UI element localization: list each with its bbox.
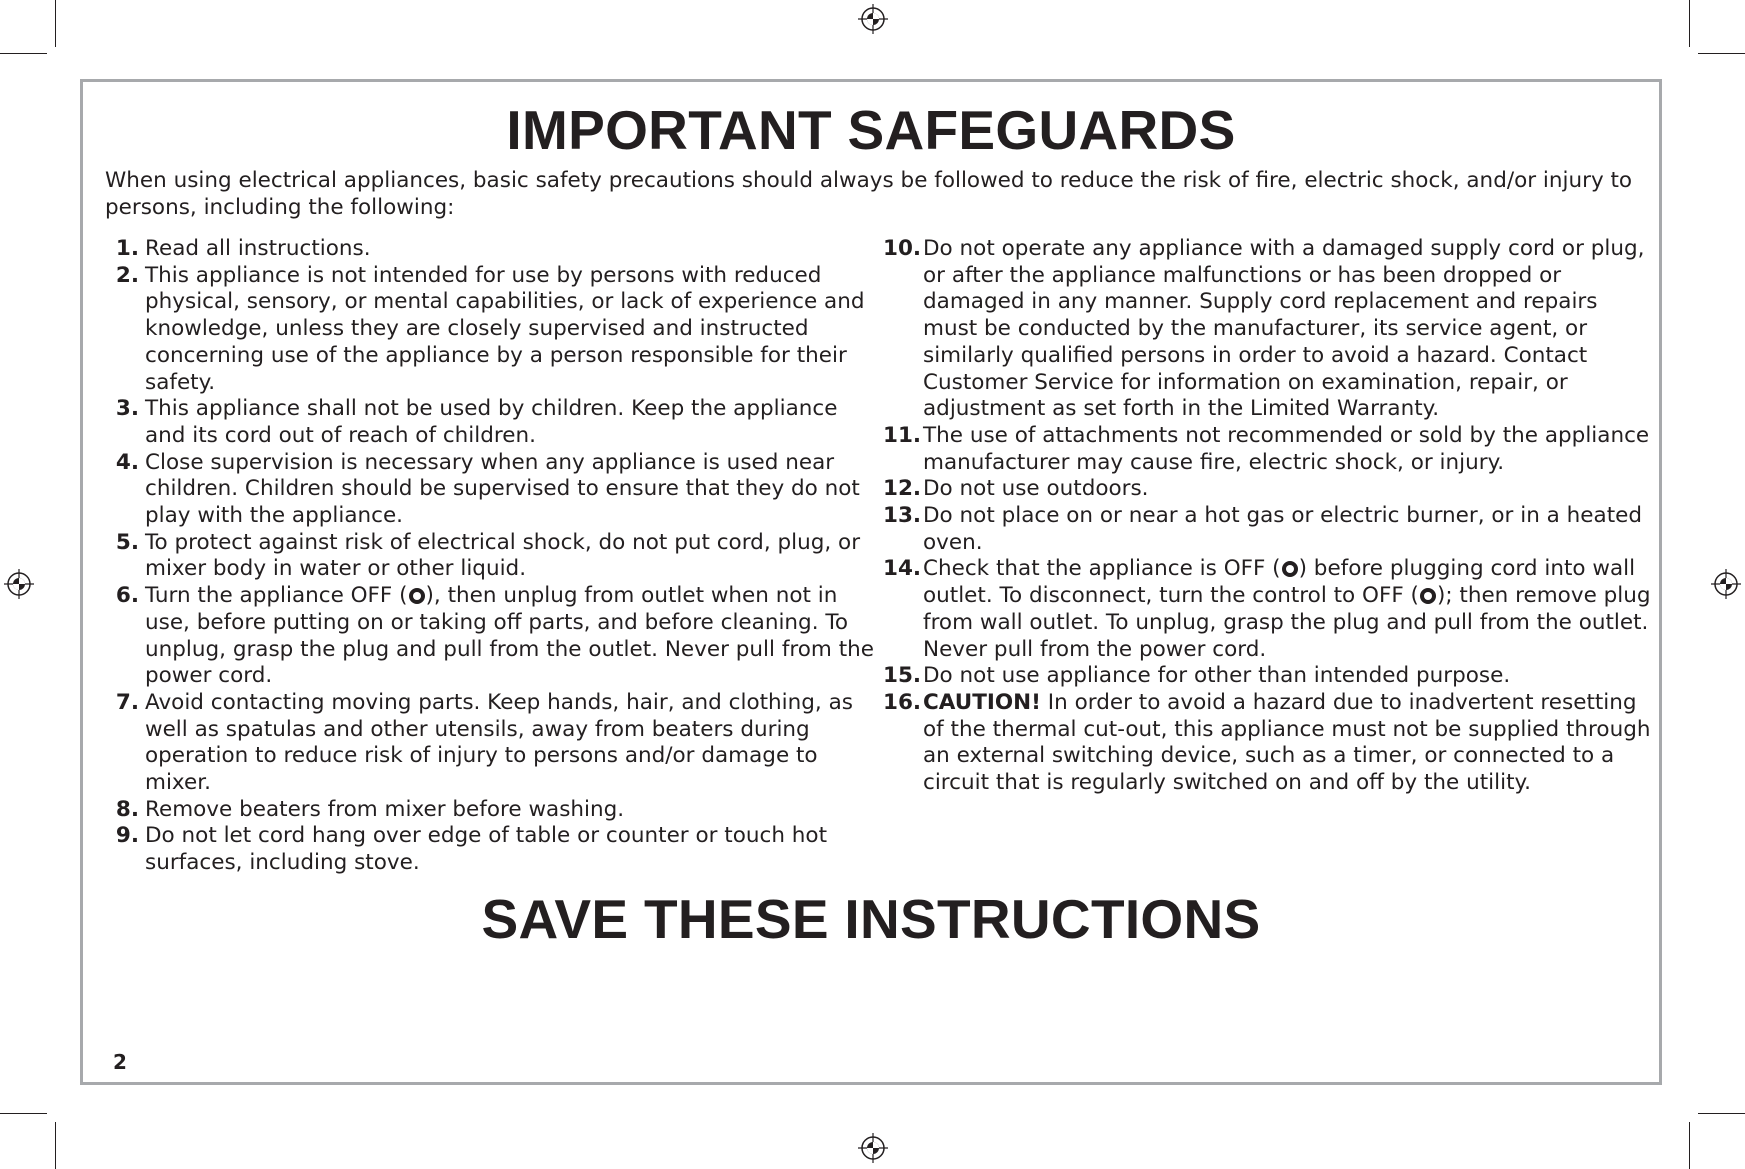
- list-item: [883, 663, 1653, 690]
- page-frame: [80, 79, 1662, 1085]
- item-number: 8.: [115, 796, 139, 822]
- list-item: [883, 556, 1653, 663]
- item-number: 7.: [115, 689, 139, 715]
- item-text: Do not place on or near a hot gas or electric burner, or in a heated oven.: [923, 503, 1643, 555]
- page-number: 2: [113, 1050, 127, 1074]
- list-item: [883, 476, 1653, 503]
- list-item: [105, 823, 875, 876]
- item-number: 2.: [115, 262, 139, 288]
- safeguards-list-left: [105, 236, 875, 877]
- item-text: The use of attachments not recommended or sold by the appliance manufacturer may cause fire, electric shock, or injury.: [923, 422, 1650, 475]
- item-text: ), then unplug from outlet when not in use, before putting on or taking off parts, and before cleaning. To unplug, grasp the plug and pull from the outlet. Never pull from the power cord.: [145, 583, 874, 689]
- safeguards-list-right: [883, 236, 1653, 797]
- registration-mark-icon: [858, 4, 888, 34]
- item-number: 16.: [883, 689, 922, 715]
- crop-mark: [0, 53, 47, 54]
- item-number: 3.: [115, 396, 139, 422]
- crop-mark: [1689, 1122, 1690, 1169]
- item-text: This appliance shall not be used by children. Keep the appliance and its cord out of reach of children.: [145, 396, 838, 448]
- item-text: Do not operate any appliance with a damaged supply cord or plug, or after the appliance malfunctions or has been dropped or damaged in any manner. Supply cord replacement and repairs must be conducted by the manufacturer, its service agent, or similarly qualified persons in order to avoid a hazard. Contact Customer Service for information on examination, repair, or adjustment as set forth in the Limited Warranty.: [923, 236, 1645, 422]
- item-text: Check that the appliance is OFF (: [923, 556, 1281, 582]
- list-item: [105, 396, 875, 449]
- item-number: 15.: [883, 663, 922, 689]
- item-number: 5.: [115, 529, 139, 555]
- item-text: Do not use appliance for other than intended purpose.: [923, 663, 1511, 689]
- list-item: [105, 583, 875, 690]
- item-text: This appliance is not intended for use by persons with reduced physical, sensory, or mental capabilities, or lack of experience and knowledge, unless they are closely supervised and instructed concerning use of the appliance by a person responsible for their safety.: [145, 262, 865, 395]
- item-text: Avoid contacting moving parts. Keep hands, hair, and clothing, as well as spatulas and other utensils, away from beaters during operation to reduce risk of injury to persons and/or damage to mixer.: [145, 689, 853, 796]
- item-text: Read all instructions.: [145, 236, 371, 261]
- item-text: To protect against risk of electrical shock, do not put cord, plug, or mixer body in water or other liquid.: [145, 529, 861, 582]
- item-text: Turn the appliance OFF (: [145, 583, 408, 609]
- save-instructions-heading: SAVE THESE INSTRUCTIONS: [481, 888, 1261, 950]
- item-number: 10.: [883, 236, 922, 261]
- list-item: [883, 236, 1653, 423]
- item-text: Do not let cord hang over edge of table or counter or touch hot surfaces, including stove.: [145, 823, 828, 876]
- off-position-icon: [1282, 561, 1298, 577]
- off-position-icon: [409, 588, 425, 604]
- crop-mark: [1698, 53, 1745, 54]
- item-number: 14.: [883, 556, 922, 582]
- list-item: [883, 503, 1653, 556]
- crop-mark: [0, 1113, 47, 1114]
- item-text: Close supervision is necessary when any appliance is used near children. Children should be supervised to ensure that they do not play with the appliance.: [145, 449, 860, 529]
- list-item: [105, 690, 875, 797]
- list-item: [105, 530, 875, 583]
- item-number: 6.: [115, 583, 139, 609]
- page-title: IMPORTANT SAFEGUARDS: [506, 99, 1236, 161]
- intro-paragraph: When using electrical appliances, basic safety precautions should always be followed to reduce the risk of fire, electric shock, and/or injury to persons, including the following:: [105, 168, 1633, 220]
- item-text: Remove beaters from mixer before washing.: [145, 796, 625, 822]
- registration-mark-icon: [4, 569, 34, 599]
- item-number: 4.: [115, 449, 139, 475]
- registration-mark-icon: [858, 1133, 888, 1163]
- crop-mark: [55, 0, 56, 47]
- item-text: In order to avoid a hazard due to inadvertent resetting of the thermal cut-out, this appliance must not be supplied through an external switching device, such as a timer, or connected to a circuit that is regularly switched on and off by the utility.: [923, 689, 1651, 796]
- item-text: ) before plugging cord into wall outlet. To disconnect, turn the control to OFF (: [923, 556, 1636, 609]
- list-item: [105, 263, 875, 397]
- list-item: [105, 236, 875, 263]
- off-position-icon: [1420, 588, 1436, 604]
- item-text: Do not use outdoors.: [923, 476, 1149, 502]
- list-item: [883, 690, 1653, 797]
- item-number: 9.: [115, 823, 139, 849]
- item-number: 13.: [883, 503, 922, 529]
- item-number: 12.: [883, 476, 922, 502]
- crop-mark: [1698, 1113, 1745, 1114]
- item-text: ); then remove plug from wall outlet. To unplug, grasp the plug and pull from the outlet. Never pull from the power cord.: [923, 583, 1651, 662]
- caution-label: CAUTION!: [923, 689, 1041, 715]
- list-item: [883, 423, 1653, 476]
- item-number: 1.: [115, 236, 139, 261]
- registration-mark-icon: [1711, 569, 1741, 599]
- list-item: [105, 797, 875, 824]
- list-item: [105, 450, 875, 530]
- item-number: 11.: [883, 422, 922, 448]
- crop-mark: [1689, 0, 1690, 47]
- crop-mark: [55, 1122, 56, 1169]
